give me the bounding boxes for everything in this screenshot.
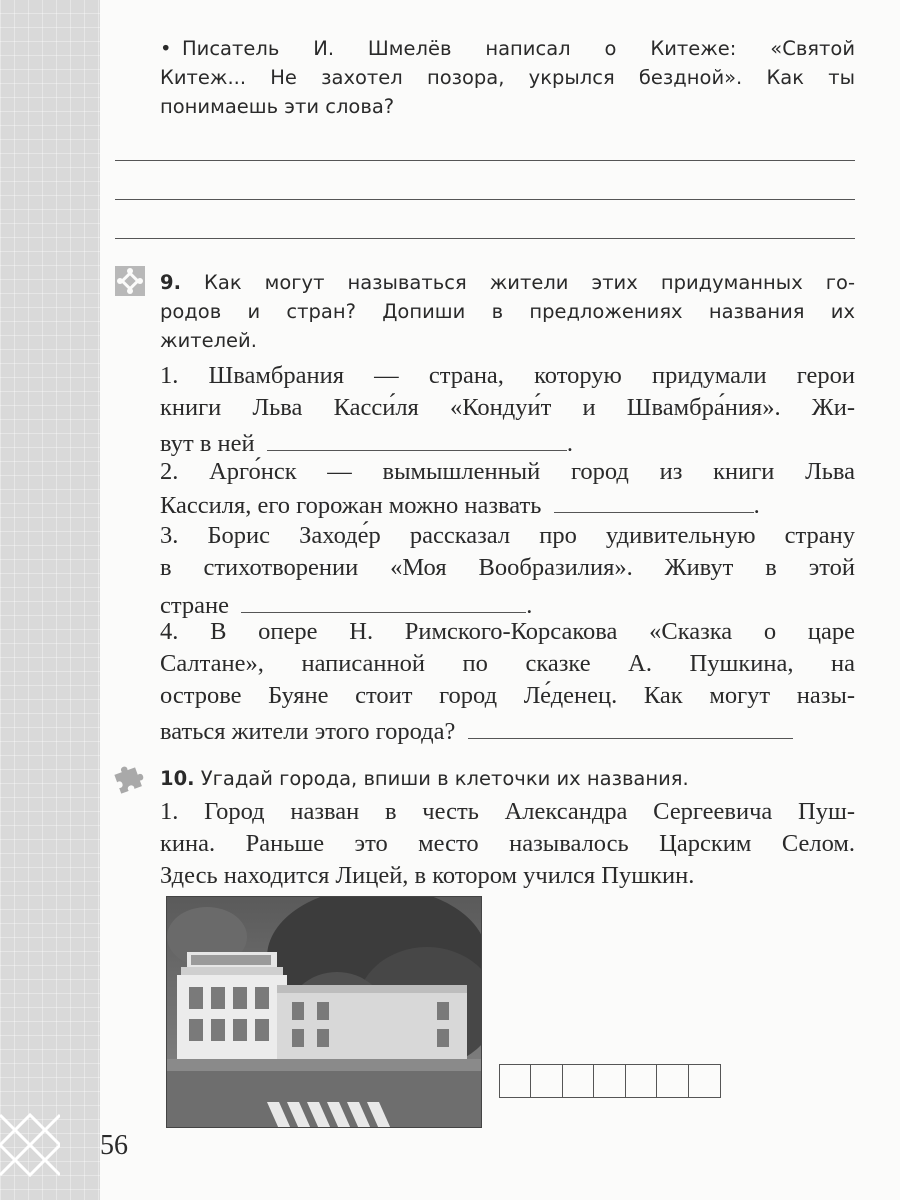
page-number: 56 bbox=[100, 1130, 128, 1161]
answer-blank-1[interactable] bbox=[267, 450, 567, 451]
building-illustration bbox=[167, 897, 482, 1128]
task-9-item-4: 4. В опере Н. Римского-Корсакова «Сказка о царе Салтане», написанной по сказке А. Пушкина, на острове Буяне стоит город Ле́денец. Как могут назы- ваться жители этого города? bbox=[160, 618, 855, 745]
answer-cell[interactable] bbox=[593, 1064, 626, 1098]
answer-cell[interactable] bbox=[562, 1064, 595, 1098]
margin-decoration-icon bbox=[0, 1105, 60, 1185]
task-10-item-1: 1. Город назван в честь Александра Сергеевича Пуш- кина. Раньше это место называлось Царским Селом. Здесь находится Лицей, в котором учился Пушкин. bbox=[160, 798, 855, 889]
answer-line-2[interactable] bbox=[115, 199, 855, 200]
answer-blank-2[interactable] bbox=[554, 512, 754, 513]
workbook-page bbox=[100, 0, 900, 1200]
lyceum-photo bbox=[166, 896, 482, 1128]
answer-cell[interactable] bbox=[688, 1064, 721, 1098]
margin-strip bbox=[0, 0, 100, 1200]
answer-blank-3[interactable] bbox=[241, 612, 526, 613]
answer-cell[interactable] bbox=[499, 1064, 532, 1098]
task-10-number: 10. bbox=[160, 767, 195, 790]
task-9-item-2: 2. Арго́нск — вымышленный город из книги Льва Кассиля, его горожан можно назвать . bbox=[160, 458, 855, 519]
puzzle-piece-icon bbox=[112, 760, 146, 794]
answer-cell[interactable] bbox=[656, 1064, 689, 1098]
answer-cell[interactable] bbox=[530, 1064, 563, 1098]
task-10-instructions: 10. Угадай города, впиши в клеточки их названия. bbox=[160, 767, 689, 790]
task-9-item-3: 3. Борис Заходе́р рассказал про удивительную страну в стихотворении «Моя Вообразилия». Живут в этой стране . bbox=[160, 522, 855, 619]
puzzle-task-icon bbox=[114, 265, 146, 297]
answer-line-3[interactable] bbox=[115, 238, 855, 239]
task-9-number: 9. bbox=[160, 271, 181, 294]
answer-cell[interactable] bbox=[625, 1064, 658, 1098]
answer-cells bbox=[500, 1064, 721, 1098]
answer-line-1[interactable] bbox=[115, 160, 855, 161]
task-9-item-1: 1. Швамбрания — страна, которую придумали герои книги Льва Касси́ля «Кондуи́т и Швамбра́ния». Жи- вут в ней . bbox=[160, 362, 855, 457]
answer-blank-4[interactable] bbox=[468, 738, 793, 739]
bullet: • bbox=[160, 37, 172, 60]
task-9-instructions: 9. Как могут называться жители этих придуманных го- родов и стран? Допиши в предложениях названия их жителей. bbox=[160, 271, 855, 352]
kitezh-question: • Писатель И. Шмелёв написал о Китеже: «Святой Китеж... Не захотел позора, укрылся бездной». Как ты понимаешь эти слова? bbox=[160, 34, 855, 121]
